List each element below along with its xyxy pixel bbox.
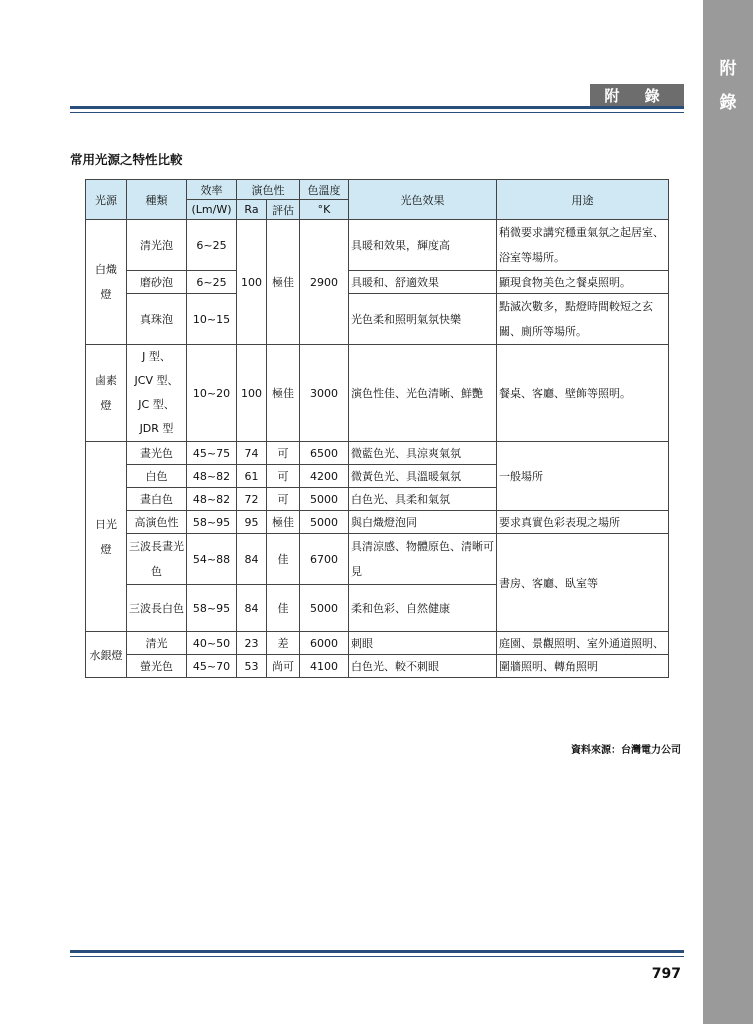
ra-cell: 84 xyxy=(237,534,267,585)
ra-cell: 100 xyxy=(237,220,267,345)
effect-cell: 白色光、具柔和氣氛 xyxy=(349,488,497,511)
temp-cell: 2900 xyxy=(300,220,349,345)
ra-cell: 100 xyxy=(237,345,267,442)
side-strip xyxy=(703,0,753,1024)
effect-cell: 具暖和、舒適效果 xyxy=(349,271,497,294)
efficiency-cell: 54~88 xyxy=(187,534,237,585)
side-label-char: 附 xyxy=(719,59,737,79)
table-row xyxy=(86,534,669,585)
usage-cell: 餐桌、客廳、壁飾等照明。 xyxy=(497,345,669,442)
page-number: 797 xyxy=(651,966,681,982)
type-cell: 螢光色 xyxy=(127,655,187,678)
efficiency-cell: 58~95 xyxy=(187,511,237,534)
type-cell: 三波長晝光色 xyxy=(127,534,187,585)
usage-cell: 書房、客廳、臥室等 xyxy=(497,534,669,632)
footer-rule xyxy=(70,950,684,957)
efficiency-cell: 48~82 xyxy=(187,488,237,511)
appendix-header-tab: 附 錄 xyxy=(590,84,684,109)
efficiency-cell: 6~25 xyxy=(187,271,237,294)
table-row xyxy=(86,632,669,655)
type-cell: 清光泡 xyxy=(127,220,187,271)
effect-cell: 具暖和效果，輝度高 xyxy=(349,220,497,271)
header-eval: 評估 xyxy=(267,200,300,220)
appendix-side-label xyxy=(703,52,753,120)
eval-cell: 佳 xyxy=(267,585,300,632)
header-source: 光源 xyxy=(86,180,127,220)
temp-cell: 6000 xyxy=(300,632,349,655)
type-cell: 高演色性 xyxy=(127,511,187,534)
effect-cell: 柔和色彩、自然健康 xyxy=(349,585,497,632)
eval-cell: 可 xyxy=(267,465,300,488)
eval-cell: 極佳 xyxy=(267,220,300,345)
effect-cell: 具清涼感、物體原色、清晰可見 xyxy=(349,534,497,585)
effect-cell: 白色光、較不刺眼 xyxy=(349,655,497,678)
header-effect: 光色效果 xyxy=(349,180,497,220)
type-cell: 真珠泡 xyxy=(127,294,187,345)
ra-cell: 61 xyxy=(237,465,267,488)
temp-cell: 5000 xyxy=(300,585,349,632)
section-title: 常用光源之特性比較 xyxy=(70,152,183,167)
table-row xyxy=(86,271,669,294)
temp-cell: 5000 xyxy=(300,488,349,511)
effect-cell: 微藍色光、具涼爽氣氛 xyxy=(349,442,497,465)
efficiency-cell: 48~82 xyxy=(187,465,237,488)
type-cell: 清光 xyxy=(127,632,187,655)
ra-cell: 95 xyxy=(237,511,267,534)
table-row xyxy=(86,655,669,678)
temp-cell: 4200 xyxy=(300,465,349,488)
ra-cell: 23 xyxy=(237,632,267,655)
header-efficiency: 效率 xyxy=(187,180,237,200)
table-row xyxy=(86,294,669,345)
ra-cell: 72 xyxy=(237,488,267,511)
temp-cell: 4100 xyxy=(300,655,349,678)
header-ra: Ra xyxy=(237,200,267,220)
header-type: 種類 xyxy=(127,180,187,220)
usage-cell: 稍微要求講究穩重氣氛之起居室、浴室等場所。 xyxy=(497,220,669,271)
source-cell-halogen: 鹵素 燈 xyxy=(86,345,127,442)
efficiency-cell: 45~70 xyxy=(187,655,237,678)
source-cell-incandescent: 白熾 燈 xyxy=(86,220,127,345)
header-usage: 用途 xyxy=(497,180,669,220)
temp-cell: 6500 xyxy=(300,442,349,465)
ra-cell: 74 xyxy=(237,442,267,465)
header-cri: 演色性 xyxy=(237,180,300,200)
type-cell: J 型、 JCV 型、 JC 型、 JDR 型 xyxy=(127,345,187,442)
type-cell: 晝光色 xyxy=(127,442,187,465)
temp-cell: 5000 xyxy=(300,511,349,534)
usage-cell: 圍牆照明、轉角照明 xyxy=(497,655,669,678)
table-row xyxy=(86,345,669,442)
header-temp: 色溫度 xyxy=(300,180,349,200)
ra-cell: 84 xyxy=(237,585,267,632)
efficiency-cell: 6~25 xyxy=(187,220,237,271)
effect-cell: 刺眼 xyxy=(349,632,497,655)
usage-cell: 要求真實色彩表現之場所 xyxy=(497,511,669,534)
table-row xyxy=(86,220,669,271)
eval-cell: 佳 xyxy=(267,534,300,585)
header-temp-unit: °K xyxy=(300,200,349,220)
usage-cell: 一般場所 xyxy=(497,442,669,511)
eval-cell: 極佳 xyxy=(267,511,300,534)
side-label-char: 錄 xyxy=(719,93,737,113)
eval-cell: 差 xyxy=(267,632,300,655)
eval-cell: 極佳 xyxy=(267,345,300,442)
type-cell: 磨砂泡 xyxy=(127,271,187,294)
table-row xyxy=(86,511,669,534)
source-cell-mercury: 水銀燈 xyxy=(86,632,127,678)
usage-cell: 顯現食物美色之餐桌照明。 xyxy=(497,271,669,294)
eval-cell: 可 xyxy=(267,442,300,465)
source-note: 資料來源：台灣電力公司 xyxy=(571,745,681,756)
effect-cell: 與白熾燈泡同 xyxy=(349,511,497,534)
temp-cell: 3000 xyxy=(300,345,349,442)
header-row xyxy=(86,180,669,200)
usage-cell: 庭園、景觀照明、室外通道照明、 xyxy=(497,632,669,655)
light-source-comparison-table xyxy=(85,179,669,678)
header-efficiency-unit: (Lm/W) xyxy=(187,200,237,220)
source-cell-fluorescent: 日光 燈 xyxy=(86,442,127,632)
type-cell: 白色 xyxy=(127,465,187,488)
efficiency-cell: 10~20 xyxy=(187,345,237,442)
type-cell: 三波長白色 xyxy=(127,585,187,632)
eval-cell: 尚可 xyxy=(267,655,300,678)
efficiency-cell: 58~95 xyxy=(187,585,237,632)
efficiency-cell: 40~50 xyxy=(187,632,237,655)
effect-cell: 演色性佳、光色清晰、鮮艷 xyxy=(349,345,497,442)
header-rule xyxy=(70,106,684,113)
efficiency-cell: 10~15 xyxy=(187,294,237,345)
type-cell: 晝白色 xyxy=(127,488,187,511)
effect-cell: 光色柔和照明氣氛快樂 xyxy=(349,294,497,345)
ra-cell: 53 xyxy=(237,655,267,678)
effect-cell: 微黃色光、具溫暖氣氛 xyxy=(349,465,497,488)
efficiency-cell: 45~75 xyxy=(187,442,237,465)
temp-cell: 6700 xyxy=(300,534,349,585)
usage-cell: 點滅次數多，點燈時間較短之玄關、廁所等場所。 xyxy=(497,294,669,345)
eval-cell: 可 xyxy=(267,488,300,511)
table-row xyxy=(86,442,669,465)
